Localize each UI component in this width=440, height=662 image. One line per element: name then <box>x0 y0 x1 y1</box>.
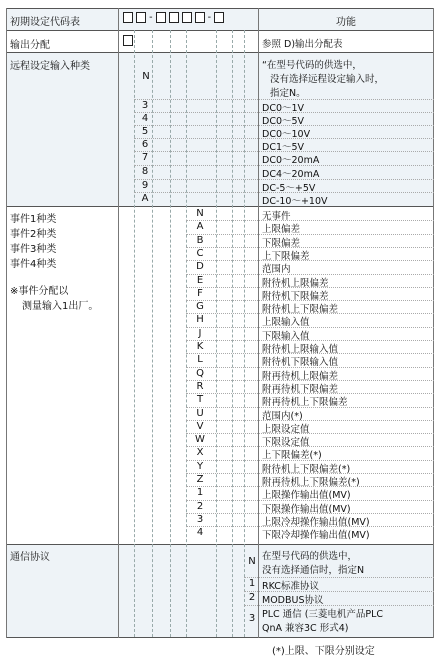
remote-code: 4 <box>141 113 149 124</box>
event-function: 下限冷却操作输出值(MV) <box>262 530 370 541</box>
row-divider <box>186 247 434 248</box>
code-box <box>156 12 166 23</box>
output-bottom-border <box>6 52 434 53</box>
remote-function-line: DC0～20mA <box>262 155 320 166</box>
table-right-border <box>433 8 434 638</box>
row-divider <box>134 151 434 152</box>
event-label-1: 事件1种类 <box>10 214 57 225</box>
row-divider <box>186 340 434 341</box>
row-divider <box>186 220 434 221</box>
row-divider <box>186 460 434 461</box>
row-divider <box>186 327 434 328</box>
comm-code: 1 <box>248 578 256 589</box>
event-function: 上限操作输出值(MV) <box>262 490 351 501</box>
row-divider <box>186 393 434 394</box>
event-code: N <box>196 208 204 219</box>
comm-function-line: 没有选择通信时，指定N <box>262 565 365 576</box>
comm-code: 3 <box>248 613 256 624</box>
row-divider <box>186 274 434 275</box>
header-bottom-border <box>6 30 434 31</box>
output-function: 参照 D)输出分配表 <box>262 39 343 50</box>
comm-function-line: PLC 通信 (三菱电机产品PLC <box>262 609 384 620</box>
remote-bottom-border <box>6 206 434 207</box>
event-code: R <box>196 381 204 392</box>
remote-function-line: DC-10～+10V <box>262 196 328 207</box>
event-code: E <box>196 275 204 286</box>
event-function: 附待机上下限偏差 <box>262 304 339 315</box>
code-box <box>182 12 192 23</box>
row-divider <box>186 433 434 434</box>
label-column-border <box>118 8 119 638</box>
code-column-divider <box>134 30 135 637</box>
event-function: 下限偏差 <box>262 238 301 249</box>
row-divider <box>186 234 434 235</box>
event-function: 上限偏差 <box>262 224 301 235</box>
event-code: B <box>196 235 204 246</box>
event-code: Z <box>196 474 204 485</box>
header-title: 初期设定代码表 <box>10 17 80 28</box>
code-column-divider <box>152 30 153 637</box>
row-divider <box>186 367 434 368</box>
row-divider <box>244 591 434 592</box>
event-function: 附再待机下限偏差 <box>262 384 339 395</box>
event-code: H <box>196 314 204 325</box>
event-function: 附待机下限输入值 <box>262 357 339 368</box>
event-code: D <box>196 261 204 272</box>
event-function: 附再待机上下限偏差(*) <box>262 477 360 488</box>
row-divider <box>186 420 434 421</box>
event-code: U <box>196 408 204 419</box>
comm-code: N <box>248 556 256 567</box>
event-code: V <box>196 421 204 432</box>
code-box <box>123 12 133 23</box>
event-note-line-2: 测量输入1出厂。 <box>22 301 99 312</box>
event-function: 附待机上下限偏差(*) <box>262 464 351 475</box>
remote-code: 7 <box>141 152 149 163</box>
event-function: 下限操作输出值(MV) <box>262 504 351 515</box>
row-divider <box>134 99 434 100</box>
events-bottom-border <box>6 544 434 545</box>
code-box <box>136 12 146 23</box>
comm-code: 2 <box>248 592 256 603</box>
event-code: 1 <box>196 487 204 498</box>
table-bottom-border <box>6 637 434 638</box>
row-divider <box>186 526 434 527</box>
remote-function-line: DC1～5V <box>262 142 305 153</box>
row-divider <box>244 605 434 606</box>
row-divider <box>134 179 434 180</box>
event-code: T <box>196 394 204 405</box>
event-function: 附待机下限偏差 <box>262 291 329 302</box>
event-function: 附再待机上下限偏差 <box>262 397 348 408</box>
event-function: 无事件 <box>262 211 291 222</box>
event-function: 范围内(*) <box>262 411 303 422</box>
row-divider <box>134 165 434 166</box>
row-divider <box>134 125 434 126</box>
row-divider <box>186 473 434 474</box>
row-divider <box>186 446 434 447</box>
remote-code: 3 <box>141 100 149 111</box>
output-code-box <box>123 35 133 46</box>
table-left-border <box>6 8 7 638</box>
remote-code: N <box>142 71 150 82</box>
event-function: 上下限偏差(*) <box>262 450 322 461</box>
remote-function-line: 没有选择远程设定输入时， <box>270 74 385 85</box>
remote-code: A <box>141 193 149 204</box>
code-box-group <box>123 12 257 23</box>
output-label: 输出分配 <box>10 40 50 51</box>
row-divider <box>186 300 434 301</box>
event-function: 附待机上限偏差 <box>262 278 329 289</box>
event-function: 下限设定值 <box>262 437 310 448</box>
row-divider <box>186 380 434 381</box>
event-function: 上限冷却操作输出值(MV) <box>262 517 370 528</box>
comm-function-line: MODBUS协议 <box>262 595 324 606</box>
row-divider <box>244 577 434 578</box>
event-function: 上限设定值 <box>262 424 310 435</box>
code-column-divider <box>232 30 233 637</box>
code-column-divider <box>186 30 187 637</box>
remote-function-line: “在型号代码的供选中， <box>262 60 362 71</box>
event-function: 附再待机上限偏差 <box>262 371 339 382</box>
remote-function-line: DC0～5V <box>262 116 305 127</box>
remote-code: 6 <box>141 139 149 150</box>
event-code: F <box>197 288 203 299</box>
remote-function-line: DC-5～+5V <box>262 183 316 194</box>
code-box <box>195 12 205 23</box>
event-code: Y <box>196 461 204 472</box>
row-divider <box>186 486 434 487</box>
row-divider <box>186 353 434 354</box>
remote-code: 9 <box>141 180 149 191</box>
event-code: C <box>196 248 204 259</box>
event-code: W <box>195 434 205 445</box>
table-top-border <box>6 8 434 9</box>
event-code: A <box>196 221 204 232</box>
comm-function-line: QnA 兼容3C 形式4) <box>262 623 349 634</box>
row-divider <box>186 407 434 408</box>
remote-function-line: DC0～1V <box>262 103 305 114</box>
event-code: J <box>198 328 202 339</box>
dash-separator: - <box>149 12 153 23</box>
function-column-border <box>258 8 259 638</box>
code-box <box>169 12 179 23</box>
row-divider <box>134 112 434 113</box>
event-code: 2 <box>196 501 204 512</box>
function-header: 功能 <box>336 17 356 28</box>
event-code: 4 <box>196 527 204 538</box>
code-box <box>214 12 224 23</box>
row-divider <box>186 287 434 288</box>
event-code: X <box>196 447 204 458</box>
row-divider <box>186 313 434 314</box>
event-code: G <box>196 301 204 312</box>
event-code: Q <box>196 368 204 379</box>
row-divider <box>134 138 434 139</box>
row-divider <box>186 513 434 514</box>
row-divider <box>186 260 434 261</box>
comm-function-line: RKC标准协议 <box>262 581 319 592</box>
row-divider <box>134 192 434 193</box>
remote-function-line: DC0～10V <box>262 129 311 140</box>
event-code: K <box>196 341 204 352</box>
event-function: 下限输入值 <box>262 331 310 342</box>
remote-code: 8 <box>141 166 149 177</box>
event-label-3: 事件3种类 <box>10 244 57 255</box>
event-code: L <box>197 354 203 365</box>
comm-function-line: 在型号代码的供选中， <box>262 551 358 562</box>
event-function: 附待机上限输入值 <box>262 344 339 355</box>
event-label-4: 事件4种类 <box>10 259 57 270</box>
comm-label: 通信协议 <box>10 552 50 563</box>
event-code: 3 <box>196 514 204 525</box>
remote-function-line: 指定N。 <box>270 88 306 99</box>
event-function: 上下限偏差 <box>262 251 310 262</box>
code-column-divider <box>170 30 171 637</box>
row-divider <box>186 500 434 501</box>
event-function: 范围内 <box>262 264 291 275</box>
dash-separator: - <box>207 12 212 23</box>
code-column-divider <box>216 30 217 637</box>
event-label-2: 事件2种类 <box>10 229 57 240</box>
event-note-line-1: ※事件分配以 <box>10 286 69 297</box>
code-column-divider <box>244 30 245 637</box>
remote-label: 远程设定输入种类 <box>10 61 90 72</box>
event-function: 上限输入值 <box>262 317 310 328</box>
remote-function-line: DC4～20mA <box>262 169 320 180</box>
remote-code: 5 <box>141 126 149 137</box>
footnote: (*)上限、下限分别设定 <box>272 646 375 657</box>
